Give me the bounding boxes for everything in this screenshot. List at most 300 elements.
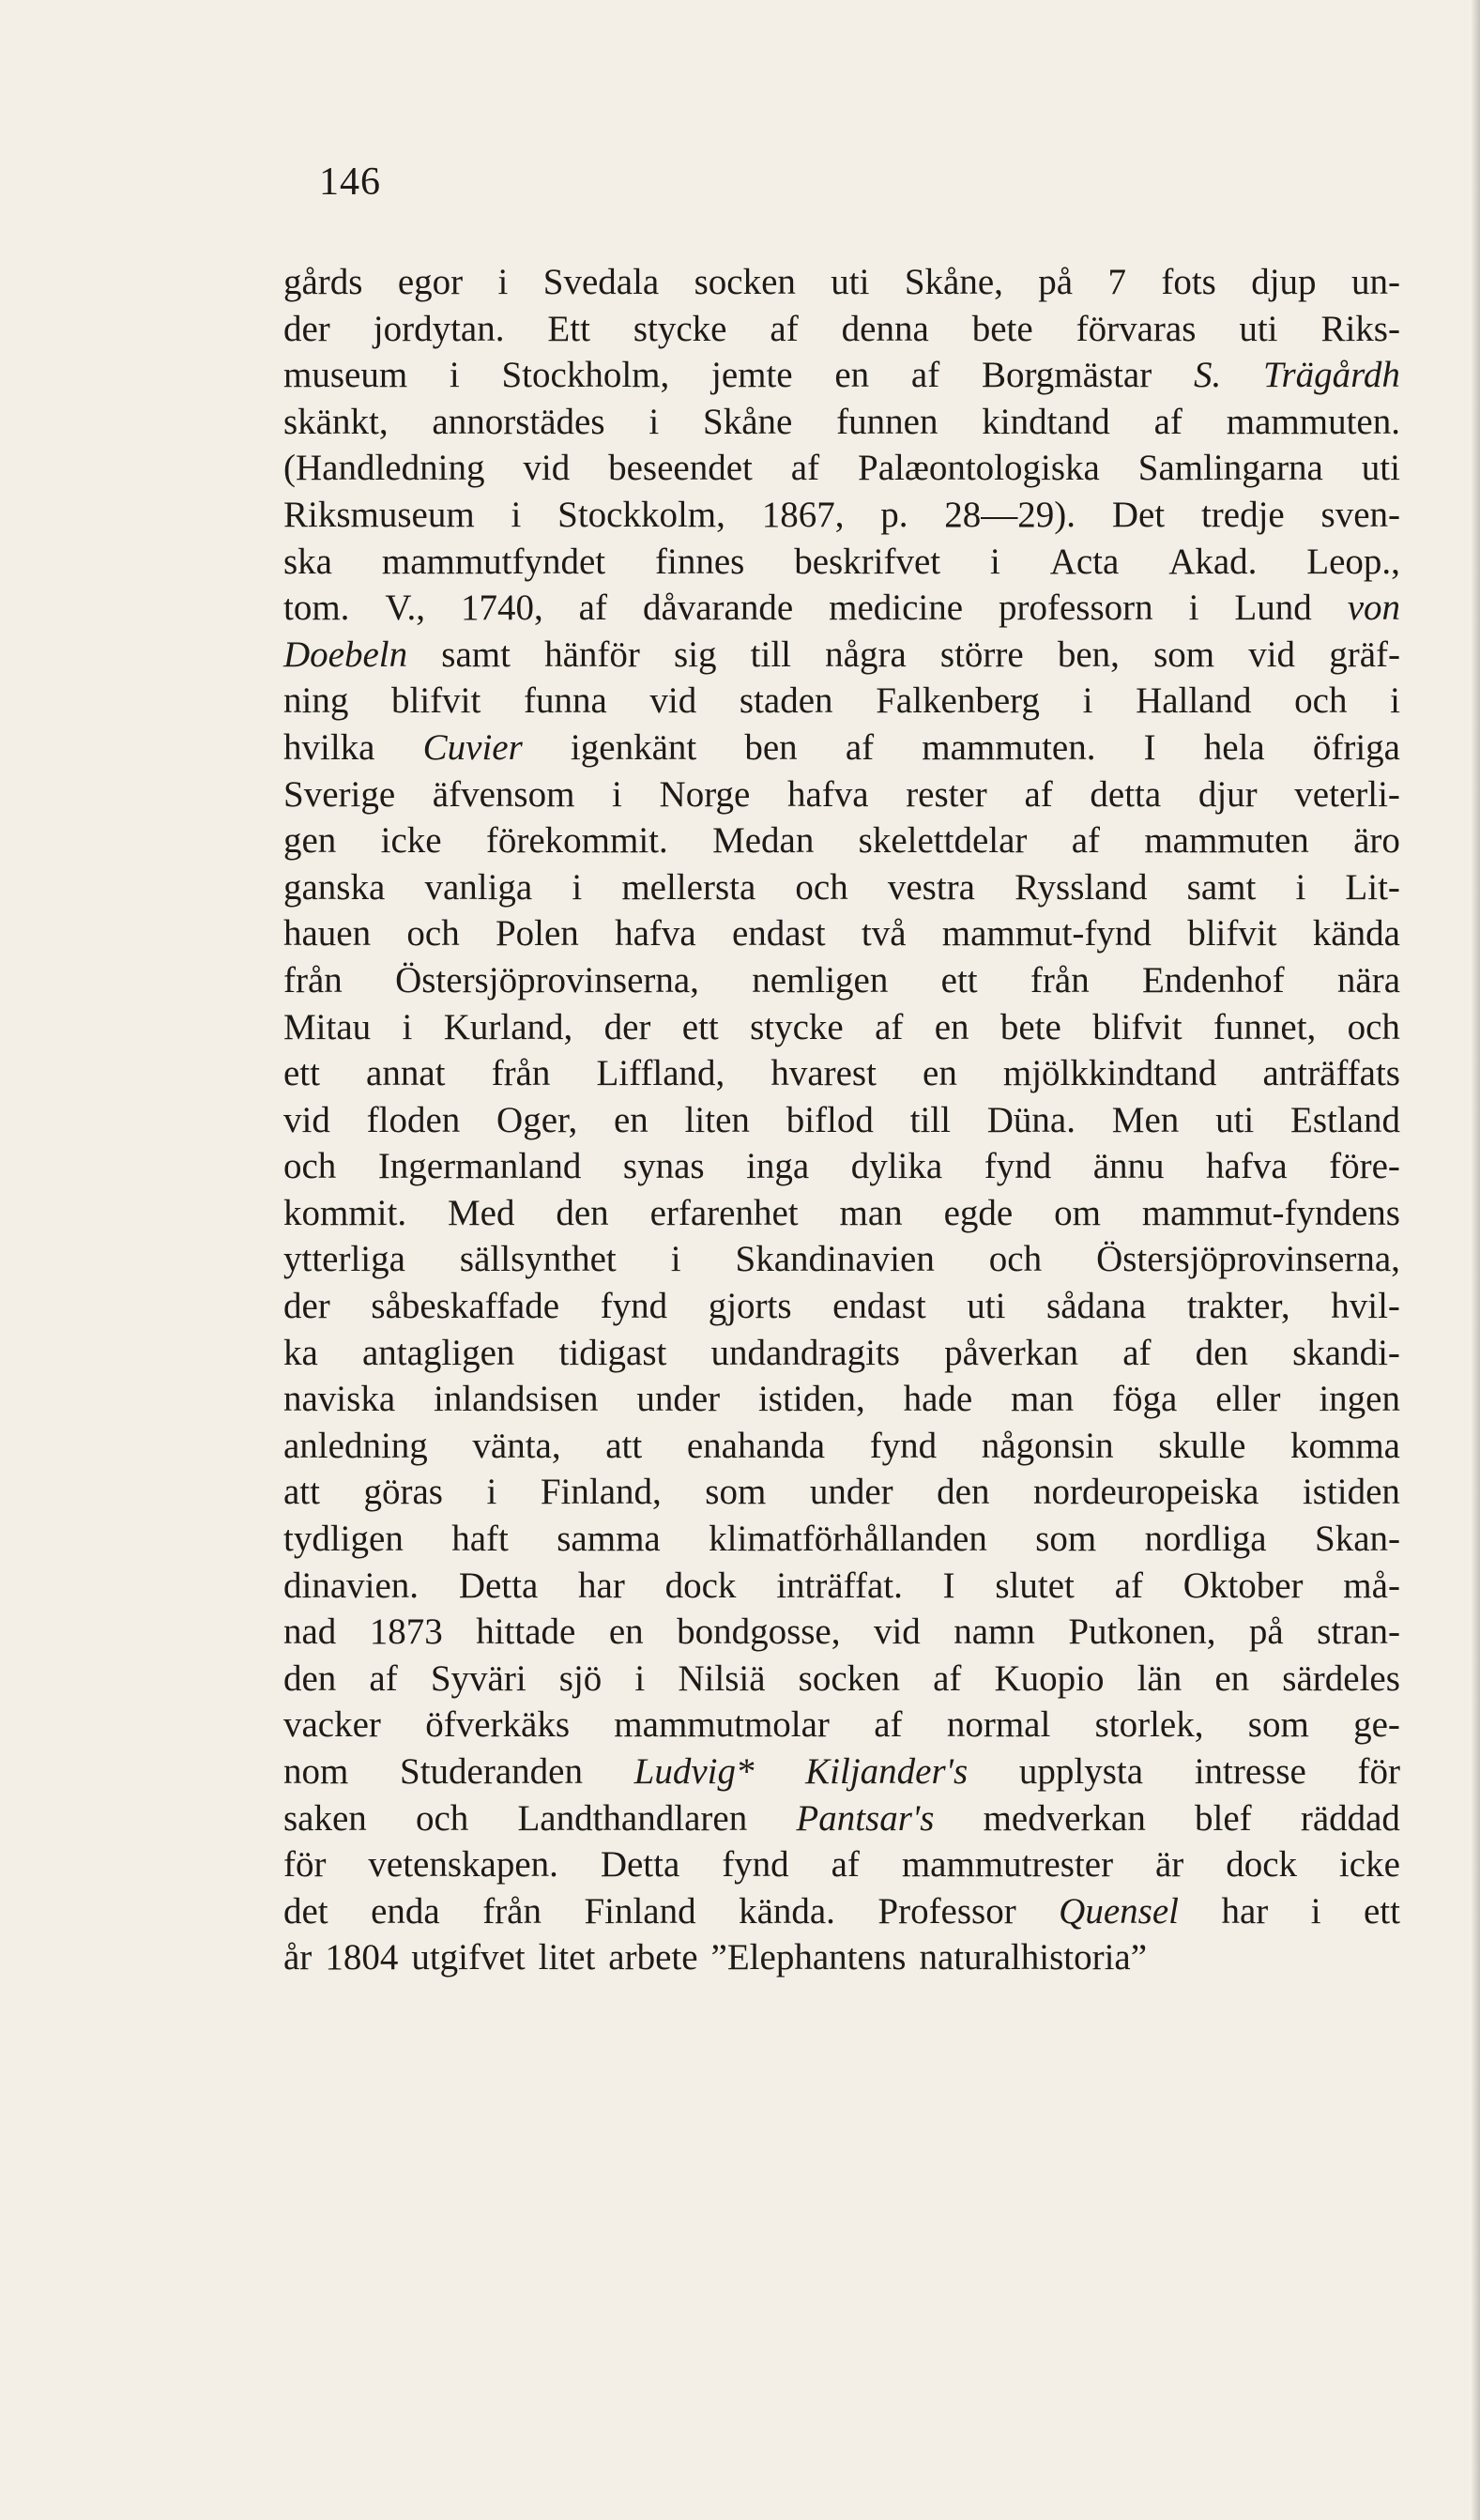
- word: öfverkäks: [425, 1704, 570, 1746]
- word: sven-: [1320, 494, 1400, 535]
- text-line: [283, 1236, 1400, 1283]
- text-line: [283, 678, 1400, 725]
- word: i: [572, 866, 583, 908]
- word: 1804: [325, 1937, 399, 1978]
- word: vid: [873, 1611, 921, 1653]
- word: Svedala: [542, 262, 660, 302]
- word: nordliga: [1144, 1519, 1267, 1560]
- text-line: [283, 1004, 1400, 1051]
- text-line: [283, 1050, 1400, 1097]
- word: storlek,: [1094, 1704, 1204, 1746]
- word: år: [283, 1937, 313, 1978]
- word: af: [875, 1006, 904, 1047]
- text-line: [283, 1934, 1400, 1981]
- word: uti: [1239, 308, 1278, 349]
- word: hela: [1203, 726, 1265, 768]
- word: skulle: [1158, 1425, 1246, 1466]
- word: gräf-: [1329, 634, 1400, 675]
- word: staden: [739, 680, 833, 722]
- word: skandi-: [1292, 1332, 1400, 1373]
- word: icke: [1338, 1844, 1400, 1886]
- text-line: [283, 1702, 1400, 1749]
- word: Ingermanland: [377, 1146, 582, 1187]
- word: den: [556, 1192, 609, 1233]
- word: det: [283, 1890, 328, 1932]
- word: der: [603, 1006, 651, 1047]
- word: Halland: [1136, 680, 1252, 722]
- word: Estland: [1290, 1099, 1400, 1140]
- word: och: [415, 1797, 469, 1839]
- word: (Handledning: [283, 448, 485, 489]
- word: Mitau: [283, 1006, 372, 1047]
- word: blifvit: [390, 680, 481, 722]
- word: naturalhistoria”: [919, 1937, 1148, 1978]
- word: sällsynthet: [459, 1239, 617, 1280]
- word: vacker: [283, 1704, 381, 1746]
- word: p.: [880, 494, 908, 535]
- text-line: [283, 539, 1400, 586]
- italic-word: Cuvier: [422, 726, 523, 768]
- word: ska: [283, 541, 332, 582]
- word: är: [1154, 1844, 1184, 1886]
- word: under: [809, 1472, 893, 1513]
- word: Endenhof: [1141, 959, 1285, 1000]
- word: räddad: [1300, 1797, 1400, 1839]
- word: jordytan.: [373, 308, 505, 349]
- word: två: [861, 913, 907, 955]
- word: stycke: [633, 308, 727, 349]
- word: som: [705, 1472, 767, 1513]
- word: Borgmästar: [981, 355, 1152, 396]
- word: äfvensom: [432, 773, 575, 815]
- text-line: [283, 1516, 1400, 1563]
- word: före-: [1329, 1146, 1400, 1187]
- word: en: [1214, 1657, 1250, 1699]
- word: hade: [903, 1379, 973, 1420]
- word: skänkt,: [283, 401, 389, 442]
- word: af: [845, 726, 875, 768]
- word: en: [834, 355, 870, 396]
- word: gen: [283, 820, 337, 862]
- word: inlandsisen: [433, 1379, 599, 1420]
- text-line: [283, 306, 1400, 353]
- word: tydligen: [283, 1519, 404, 1560]
- text-line: [283, 492, 1400, 539]
- word: mammut-fyndens: [1141, 1192, 1400, 1233]
- word: af: [933, 1657, 962, 1699]
- word: fots: [1161, 262, 1216, 302]
- word: från: [482, 1890, 542, 1932]
- word: fynd: [984, 1146, 1052, 1187]
- word: ben,: [1057, 634, 1120, 675]
- word: på: [1038, 262, 1074, 302]
- word: intresse: [1194, 1751, 1306, 1792]
- word: Akad.: [1168, 541, 1258, 582]
- word: ge-: [1353, 1704, 1400, 1746]
- word: Samlingarna: [1137, 448, 1323, 489]
- text-line: [283, 1563, 1400, 1610]
- word: Leop.,: [1306, 541, 1400, 582]
- word: vestra: [887, 866, 975, 908]
- word: fynd: [600, 1286, 668, 1327]
- text-line: [283, 1656, 1400, 1703]
- word: och: [406, 913, 460, 955]
- text-line: [283, 259, 1400, 306]
- word: från: [1030, 959, 1090, 1000]
- word: Skåne: [703, 401, 793, 442]
- word: påverkan: [944, 1332, 1079, 1373]
- word: föga: [1112, 1379, 1178, 1420]
- word: beskrifvet: [794, 541, 941, 582]
- word: som: [1035, 1519, 1097, 1560]
- word: har: [1221, 1890, 1269, 1932]
- word: anträffats: [1262, 1053, 1400, 1094]
- page-number: 146: [319, 160, 381, 204]
- word: stran-: [1317, 1611, 1400, 1653]
- word: af: [578, 588, 607, 629]
- word: under: [636, 1379, 721, 1420]
- text-line: [283, 817, 1400, 864]
- word: der: [283, 1286, 330, 1327]
- italic-word: S.: [1193, 355, 1222, 396]
- word: i: [634, 1657, 646, 1699]
- word: i: [1188, 588, 1199, 629]
- italic-word: Trägårdh: [1262, 355, 1400, 396]
- word: vänta,: [472, 1425, 561, 1466]
- word: Sverige: [283, 773, 396, 815]
- word: för: [1357, 1751, 1400, 1792]
- word: ganska: [283, 866, 386, 908]
- word: i: [1390, 680, 1400, 722]
- word: i: [670, 1239, 681, 1280]
- word: den: [937, 1472, 990, 1513]
- italic-word: Pantsar's: [796, 1797, 935, 1839]
- word: äro: [1353, 820, 1400, 862]
- word: liten: [684, 1099, 750, 1140]
- word: Finland,: [540, 1472, 662, 1513]
- word: finnes: [655, 541, 745, 582]
- text-line: [283, 1283, 1400, 1330]
- word: om: [1054, 1192, 1101, 1233]
- italic-word: Quensel: [1059, 1890, 1179, 1932]
- word: mammut-fynd: [941, 913, 1152, 955]
- italic-word: Doebeln: [283, 634, 408, 675]
- word: Skåne,: [904, 262, 1003, 302]
- word: tom.: [283, 588, 350, 629]
- word: mellersta: [621, 866, 756, 908]
- text-line: [283, 352, 1400, 399]
- word: Falkenberg: [876, 680, 1040, 722]
- word: vid: [1248, 634, 1296, 675]
- text-line: [283, 1143, 1400, 1190]
- word: som: [1153, 634, 1215, 675]
- word: stycke: [750, 1006, 844, 1047]
- word: förekommit.: [485, 820, 668, 862]
- word: Ett: [547, 308, 590, 349]
- italic-word: Kiljander's: [805, 1751, 969, 1792]
- word: hafva: [786, 773, 869, 815]
- word: sig: [674, 634, 717, 675]
- word: af: [369, 1657, 398, 1699]
- body-text: [283, 259, 1400, 1981]
- word: Riksmuseum: [283, 494, 475, 535]
- word: Detta: [458, 1565, 539, 1606]
- word: ning: [283, 680, 349, 722]
- word: vetenskapen.: [368, 1844, 558, 1886]
- word: uti: [831, 262, 870, 302]
- word: den: [283, 1657, 337, 1699]
- word: enahanda: [686, 1425, 826, 1466]
- word: mammuten: [1144, 820, 1309, 862]
- word: istiden,: [757, 1379, 865, 1420]
- word: antagligen: [361, 1332, 515, 1373]
- word: Lund: [1234, 588, 1312, 629]
- word: har: [578, 1565, 625, 1606]
- word: mammuten.: [1226, 401, 1400, 442]
- word: Professor: [877, 1890, 1016, 1932]
- word: gjorts: [708, 1286, 792, 1327]
- word: detta: [1090, 773, 1162, 815]
- italic-word: Ludvig*: [633, 1751, 755, 1792]
- word: i: [402, 1006, 413, 1047]
- word: socken: [694, 262, 796, 302]
- word: Syväri: [430, 1657, 526, 1699]
- word: vanliga: [424, 866, 533, 908]
- word: eller: [1215, 1379, 1281, 1420]
- word: i: [612, 773, 622, 815]
- word: mjölkkindtand: [1002, 1053, 1217, 1094]
- word: anledning: [283, 1425, 428, 1466]
- word: blifvit: [1187, 913, 1277, 955]
- word: utgifvet: [411, 1937, 526, 1978]
- italic-word: von: [1347, 588, 1400, 629]
- word: kindtand: [982, 401, 1110, 442]
- word: Östersjöprovinserna,: [1096, 1239, 1400, 1280]
- word: tredje: [1200, 494, 1285, 535]
- word: Acta: [1049, 541, 1120, 582]
- word: hvil-: [1331, 1286, 1400, 1327]
- word: biflod: [786, 1099, 874, 1140]
- word: Norge: [659, 773, 751, 815]
- word: af: [874, 1704, 903, 1746]
- text-line: [283, 1376, 1400, 1423]
- word: vid: [523, 448, 571, 489]
- word: trakter,: [1186, 1286, 1290, 1327]
- text-line: [283, 1190, 1400, 1237]
- word: erfarenhet: [649, 1192, 799, 1233]
- word: hvarest: [771, 1053, 877, 1094]
- text-line: [283, 585, 1400, 632]
- word: funnet,: [1213, 1006, 1317, 1047]
- word: istiden: [1302, 1472, 1400, 1513]
- word: af: [1153, 401, 1182, 442]
- word: som: [1247, 1704, 1309, 1746]
- word: att: [605, 1425, 643, 1466]
- word: län: [1137, 1657, 1182, 1699]
- word: Düna.: [986, 1099, 1076, 1140]
- word: den: [1195, 1332, 1248, 1373]
- word: komma: [1290, 1425, 1400, 1466]
- word: bete: [971, 308, 1033, 349]
- word: någonsin: [981, 1425, 1114, 1466]
- word: ännu: [1092, 1146, 1165, 1187]
- word: dinavien.: [283, 1565, 420, 1606]
- word: dylika: [850, 1146, 943, 1187]
- word: egor: [397, 262, 464, 302]
- word: ingen: [1319, 1379, 1400, 1420]
- word: kända.: [739, 1890, 835, 1932]
- word: af: [831, 1844, 860, 1886]
- word: 7: [1107, 262, 1126, 302]
- word: rester: [906, 773, 987, 815]
- word: och: [795, 866, 848, 908]
- word: af: [1024, 773, 1053, 815]
- word: bete: [999, 1006, 1061, 1047]
- word: vid: [283, 1099, 330, 1140]
- word: gårds: [283, 262, 363, 302]
- word: mammutrester: [901, 1844, 1114, 1886]
- word: och: [1294, 680, 1348, 722]
- word: ben: [744, 726, 798, 768]
- word: ett: [1364, 1890, 1400, 1932]
- word: arbete: [608, 1937, 698, 1978]
- word: tidigast: [558, 1332, 667, 1373]
- word: funna: [523, 680, 607, 722]
- word: af: [1114, 1565, 1143, 1606]
- word: medverkan: [983, 1797, 1146, 1839]
- word: uti: [967, 1286, 1006, 1327]
- word: litet: [538, 1937, 596, 1978]
- word: enda: [371, 1890, 440, 1932]
- word: en: [613, 1099, 648, 1140]
- word: hafva: [615, 913, 696, 955]
- word: Landthandlaren: [517, 1797, 748, 1839]
- word: från: [283, 959, 343, 1000]
- word: ett: [681, 1006, 719, 1047]
- word: på: [1248, 1611, 1284, 1653]
- word: Polen: [495, 913, 579, 955]
- text-line: [283, 399, 1400, 446]
- text-line: [283, 864, 1400, 911]
- word: kända: [1312, 913, 1400, 955]
- word: samma: [557, 1519, 661, 1560]
- word: ytterliga: [283, 1239, 405, 1280]
- word: funnen: [836, 401, 938, 442]
- word: inträffat.: [776, 1565, 903, 1606]
- word: klimatförhållanden: [709, 1519, 987, 1560]
- word: Putkonen,: [1068, 1611, 1216, 1653]
- word: Nilsiä: [678, 1657, 766, 1699]
- text-line: [283, 771, 1400, 818]
- word: blef: [1195, 1797, 1252, 1839]
- word: veterli-: [1294, 773, 1400, 815]
- word: och: [988, 1239, 1043, 1280]
- word: djur: [1198, 773, 1258, 815]
- word: medicine: [829, 588, 964, 629]
- word: synas: [622, 1146, 705, 1187]
- word: I: [942, 1565, 955, 1606]
- word: annorstädes: [432, 401, 605, 442]
- word: i: [1310, 1890, 1321, 1932]
- word: professorn: [999, 588, 1153, 629]
- word: icke: [380, 820, 442, 862]
- word: större: [939, 634, 1024, 675]
- word: att: [283, 1472, 320, 1513]
- word: dock: [1226, 1844, 1298, 1886]
- word: nad: [283, 1611, 337, 1653]
- word: till: [750, 634, 792, 675]
- word: af: [1122, 1332, 1152, 1373]
- word: i: [1295, 866, 1306, 908]
- word: nemligen: [752, 959, 889, 1000]
- word: en: [934, 1006, 969, 1047]
- text-line: [283, 957, 1400, 1004]
- word: nordeuropeiska: [1032, 1472, 1259, 1513]
- word: mammuten.: [922, 726, 1096, 768]
- word: normal: [946, 1704, 1051, 1746]
- word: göras: [363, 1472, 443, 1513]
- word: floden: [366, 1099, 461, 1140]
- word: undandragits: [710, 1332, 900, 1373]
- word: hänför: [544, 634, 640, 675]
- word: blifvit: [1092, 1006, 1182, 1047]
- word: inga: [746, 1146, 810, 1187]
- word: i: [648, 401, 660, 442]
- word: från: [491, 1053, 551, 1094]
- word: 1873: [369, 1611, 443, 1653]
- word: I: [1143, 726, 1156, 768]
- word: Stockkolm,: [557, 494, 725, 535]
- word: öfriga: [1312, 726, 1400, 768]
- word: saken: [283, 1797, 367, 1839]
- word: djup: [1251, 262, 1317, 302]
- page-edge-shadow: [1471, 0, 1480, 2520]
- word: naviska: [283, 1379, 396, 1420]
- word: Medan: [712, 820, 815, 862]
- word: Det: [1111, 494, 1166, 535]
- word: Stockholm,: [501, 355, 670, 396]
- word: i: [497, 262, 509, 302]
- word: bondgosse,: [677, 1611, 841, 1653]
- word: af: [790, 448, 820, 489]
- word: för: [283, 1844, 327, 1886]
- word: haft: [451, 1519, 509, 1560]
- word: Oger,: [496, 1099, 578, 1140]
- word: dåvarande: [642, 588, 794, 629]
- word: särdeles: [1282, 1657, 1400, 1699]
- word: upplysta: [1018, 1751, 1144, 1792]
- word: hittade: [476, 1611, 576, 1653]
- word: museum: [283, 355, 408, 396]
- word: Liffland,: [596, 1053, 725, 1094]
- word: kommit.: [283, 1192, 407, 1233]
- word: man: [839, 1192, 903, 1233]
- word: af: [770, 308, 799, 349]
- text-line: [283, 1423, 1400, 1470]
- word: sjö: [558, 1657, 603, 1699]
- word: ”Elephantens: [710, 1937, 907, 1978]
- text-line: [283, 445, 1400, 492]
- word: och: [283, 1146, 337, 1187]
- word: mammutmolar: [614, 1704, 830, 1746]
- word: 1867,: [761, 494, 845, 535]
- word: socken: [798, 1657, 900, 1699]
- word: af: [910, 355, 940, 396]
- word: V.,: [385, 588, 426, 629]
- word: nom: [283, 1751, 349, 1792]
- word: fynd: [869, 1425, 938, 1466]
- word: man: [1011, 1379, 1075, 1420]
